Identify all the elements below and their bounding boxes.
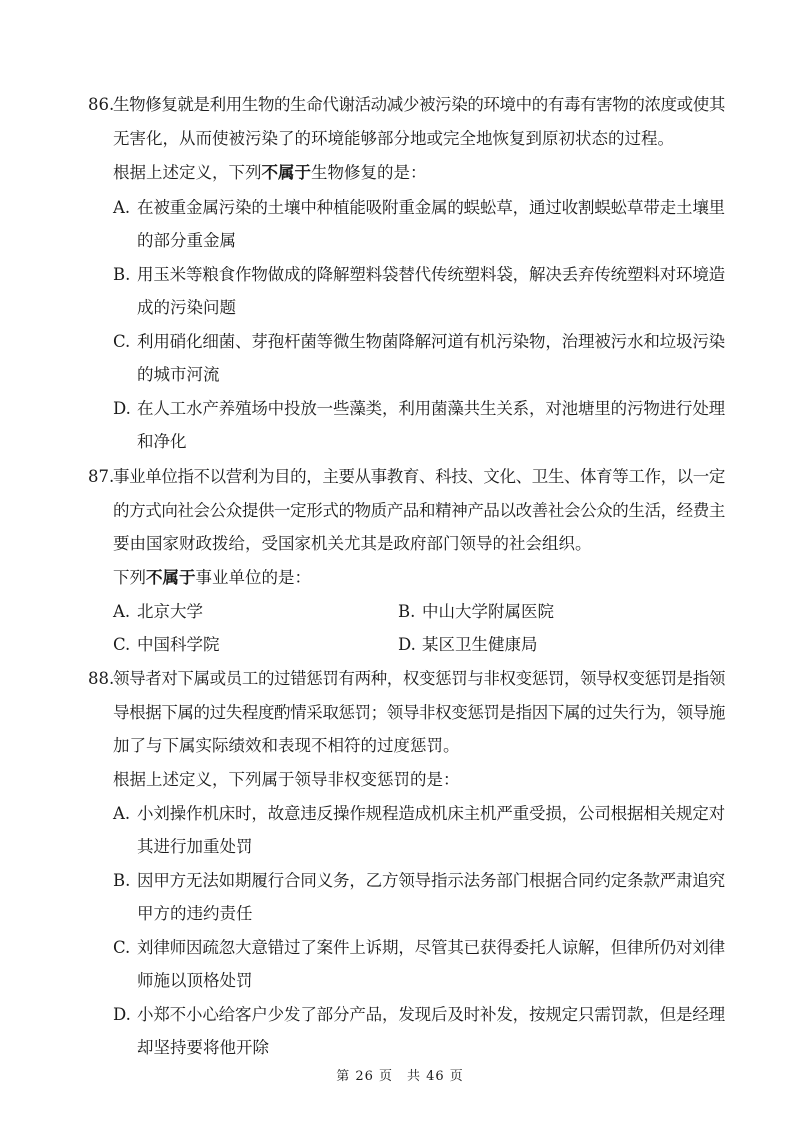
option-text: 甲方的违约责任 — [137, 904, 253, 923]
option-text: 中国科学院 — [137, 635, 220, 654]
option-letter: D. — [113, 399, 131, 418]
option-letter: C. — [113, 635, 131, 654]
question-stem-line: 加了与下属实际绩效和表现不相符的过度惩罚。 — [113, 736, 460, 755]
option-text: 的城市河流 — [137, 365, 220, 384]
option-text: 在人工水产养殖场中投放一些藻类，利用菌藻共生关系，对池塘里的污物进行处理 — [137, 399, 726, 418]
question-prompt: 根据上述定义，下列属于领导非权变惩罚的是： — [113, 770, 460, 789]
question-stem-line: 无害化，从而使被污染了的环境能够部分地或完全地恢复到原初状态的过程。 — [113, 129, 674, 148]
option-text: 小郑不小心给客户少发了部分产品，发现后及时补发，按规定只需罚款，但是经理 — [137, 1005, 726, 1024]
option-text: 北京大学 — [137, 602, 203, 621]
option-letter: A. — [113, 602, 131, 621]
option-letter: C. — [113, 332, 131, 351]
prompt-emphasis: 不属于 — [146, 568, 196, 587]
option-text: 成的污染问题 — [137, 298, 236, 317]
prompt-text: 生物修复的是： — [311, 163, 427, 182]
question-stem-line: 生物修复就是利用生物的生命代谢活动减少被污染的环境中的有毒有害物的浓度或使其 — [113, 95, 726, 114]
option-letter: B. — [113, 871, 131, 890]
option-text: 在被重金属污染的土壤中种植能吸附重金属的蜈蚣草，通过收割蜈蚣草带走土壤里 — [137, 198, 726, 217]
option-text: 某区卫生健康局 — [422, 635, 538, 654]
option-text: 的部分重金属 — [137, 231, 236, 250]
question-stem-line: 领导者对下属或员工的过错惩罚有两种，权变惩罚与非权变惩罚，领导权变惩罚是指领 — [113, 669, 726, 688]
option-text: 小刘操作机床时，故意违反操作规程造成机床主机严重受损，公司根据相关规定对 — [137, 804, 726, 823]
question-stem-line: 要由国家财政拨给，受国家机关尤其是政府部门领导的社会组织。 — [113, 534, 592, 553]
question-prompt — [113, 162, 427, 184]
prompt-text: 事业单位的是： — [195, 568, 311, 587]
question-stem-line: 事业单位指不以营利为目的，主要从事教育、科技、文化、卫生、体育等工作，以一定 — [113, 467, 726, 486]
prompt-text: 根据上述定义，下列 — [113, 163, 262, 182]
option-letter: B. — [113, 265, 131, 284]
question-number: 86. — [88, 95, 115, 114]
option-text: 和净化 — [137, 432, 187, 451]
option-text: 刘律师因疏忽大意错过了案件上诉期，尽管其已获得委托人谅解，但律所仍对刘律 — [137, 938, 726, 957]
question-stem-line: 的方式向社会公众提供一定形式的物质产品和精神产品以改善社会公众的生活，经费主 — [113, 501, 726, 520]
option-text: 师施以顶格处罚 — [137, 971, 253, 990]
option-text: 却坚持要将他开除 — [137, 1038, 269, 1057]
option-text: 利用硝化细菌、芽孢杆菌等微生物菌降解河道有机污染物，治理被污水和垃圾污染 — [137, 332, 726, 351]
option-letter: D. — [398, 635, 416, 654]
prompt-emphasis: 不属于 — [261, 163, 311, 182]
option-text: 其进行加重处罚 — [137, 837, 253, 856]
question-number: 87. — [88, 467, 115, 486]
option-letter: C. — [113, 938, 131, 957]
page-footer: 第 26 页 共 46 页 — [336, 1069, 464, 1084]
option-letter: B. — [398, 602, 416, 621]
option-letter: D. — [113, 1005, 131, 1024]
option-letter: A. — [113, 198, 131, 217]
option-text: 用玉米等粮食作物做成的降解塑料袋替代传统塑料袋，解决丢弃传统塑料对环境造 — [137, 265, 726, 284]
question-prompt — [113, 567, 311, 589]
option-text: 因甲方无法如期履行合同义务，乙方领导指示法务部门根据合同约定条款严肃追究 — [137, 871, 726, 890]
question-stem-line: 导根据下属的过失程度酌情采取惩罚；领导非权变惩罚是指因下属的过失行为，领导施 — [113, 703, 726, 722]
prompt-text: 下列 — [113, 568, 146, 587]
option-text: 中山大学附属医院 — [422, 602, 554, 621]
option-letter: A. — [113, 804, 131, 823]
question-number: 88. — [88, 669, 115, 688]
